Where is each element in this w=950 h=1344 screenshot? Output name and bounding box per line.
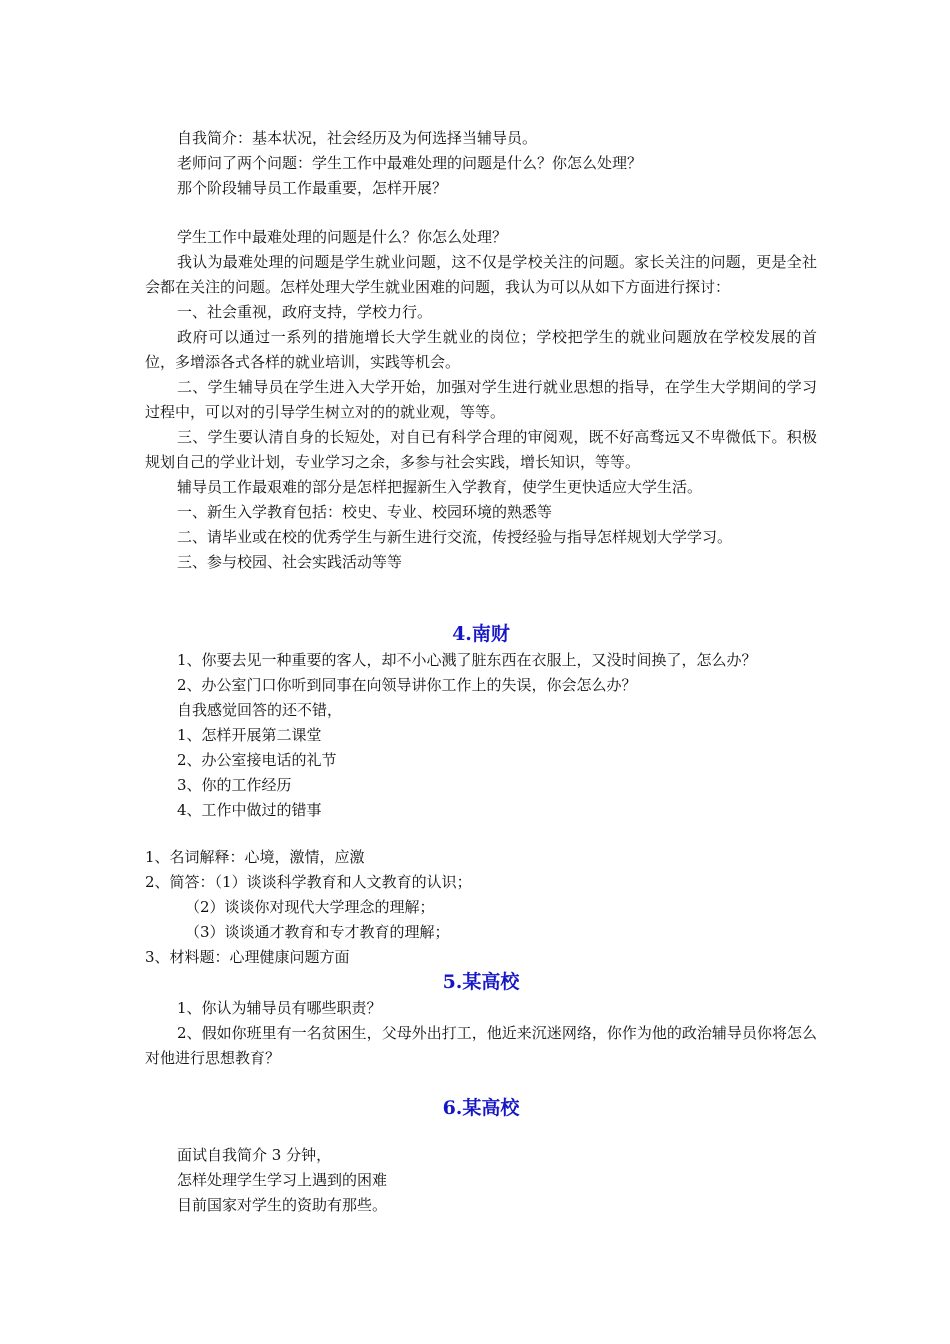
paragraph: 一、社会重视，政府支持，学校力行。 [177, 303, 433, 321]
paragraph: 一、新生入学教育包括：校史、专业、校园环境的熟悉等 [177, 503, 553, 521]
section-heading: 6.某高校 [442, 1097, 520, 1119]
exam-line: 2、简答：（1）谈谈科学教育和人文教育的认识； [145, 873, 472, 891]
paragraph: 三、参与校园、社会实践活动等等 [177, 553, 403, 571]
question-line: 1、你认为辅导员有哪些职责？ [177, 999, 382, 1017]
section-4 [145, 620, 817, 823]
section-4-exam [145, 845, 817, 970]
exam-line: （2）谈谈你对现代大学理念的理解； [185, 898, 435, 916]
question-line: 怎样处理学生学习上遇到的困难 [177, 1171, 388, 1189]
paragraph: 三、学生要认清自身的长短处，对自已有科学合理的审阅观，既不好高骛远又不卑微低下。积极规划自己的学业计划，专业学习之余，多参与社会实践，增长知识，等等。 [145, 428, 817, 471]
question-line: 1、怎样开展第二课堂 [177, 726, 322, 744]
question-line: 3、你的工作经历 [177, 776, 292, 794]
section-6 [145, 1094, 817, 1122]
question-line: 2、办公室接电话的礼节 [177, 751, 337, 769]
question-line: 面试自我简介 3 分钟， [177, 1146, 332, 1164]
question-line: 2、假如你班里有一名贫困生，父母外出打工，他近来沉迷网络，你作为他的政治辅导员你将怎么对他进行思想教育？ [145, 1024, 817, 1067]
paragraph: 我认为最难处理的问题是学生就业问题，这不仅是学校关注的问题。家长关注的问题，更是全社会都在关注的问题。怎样处理大学生就业困难的问题，我认为可以从如下方面进行探讨： [145, 253, 817, 296]
section-6-lines [145, 1143, 817, 1218]
question-line: 目前国家对学生的资助有那些。 [177, 1196, 388, 1214]
paragraph: 学生工作中最难处理的问题是什么？你怎么处理？ [177, 228, 508, 246]
intro-line: 老师问了两个问题：学生工作中最难处理的问题是什么？你怎么处理？ [177, 154, 643, 172]
intro-line: 那个阶段辅导员工作最重要，怎样开展？ [177, 179, 448, 197]
section-heading: 4.南财 [452, 623, 510, 645]
question-line: 4、工作中做过的错事 [177, 801, 322, 819]
paragraph: 辅导员工作最艰难的部分是怎样把握新生入学教育，使学生更快适应大学生活。 [177, 478, 703, 496]
main-answer-section [145, 225, 817, 575]
exam-line: （3）谈谈通才教育和专才教育的理解； [185, 923, 450, 941]
intro-section [145, 126, 817, 201]
paragraph: 二、学生辅导员在学生进入大学开始，加强对学生进行就业思想的指导，在学生大学期间的学习过程中，可以对的引导学生树立对的的就业观，等等。 [145, 378, 817, 421]
intro-line: 自我简介：基本状况，社会经历及为何选择当辅导员。 [177, 129, 538, 147]
question-line: 自我感觉回答的还不错， [177, 701, 343, 719]
section-5 [145, 968, 817, 1071]
exam-line: 1、名词解释：心境，激情，应激 [145, 848, 365, 866]
exam-line: 3、材料题：心理健康问题方面 [145, 948, 350, 966]
section-heading: 5.某高校 [442, 971, 520, 993]
question-line: 2、办公室门口你听到同事在向领导讲你工作上的失误，你会怎么办？ [177, 676, 637, 694]
paragraph: 政府可以通过一系列的措施增长大学生就业的岗位；学校把学生的就业问题放在学校发展的首位，多增添各式各样的就业培训，实践等机会。 [145, 328, 817, 371]
question-line: 1、你要去见一种重要的客人，却不小心溅了脏东西在衣服上，又没时间换了，怎么办？ [177, 651, 757, 669]
paragraph: 二、请毕业或在校的优秀学生与新生进行交流，传授经验与指导怎样规划大学学习。 [177, 528, 733, 546]
